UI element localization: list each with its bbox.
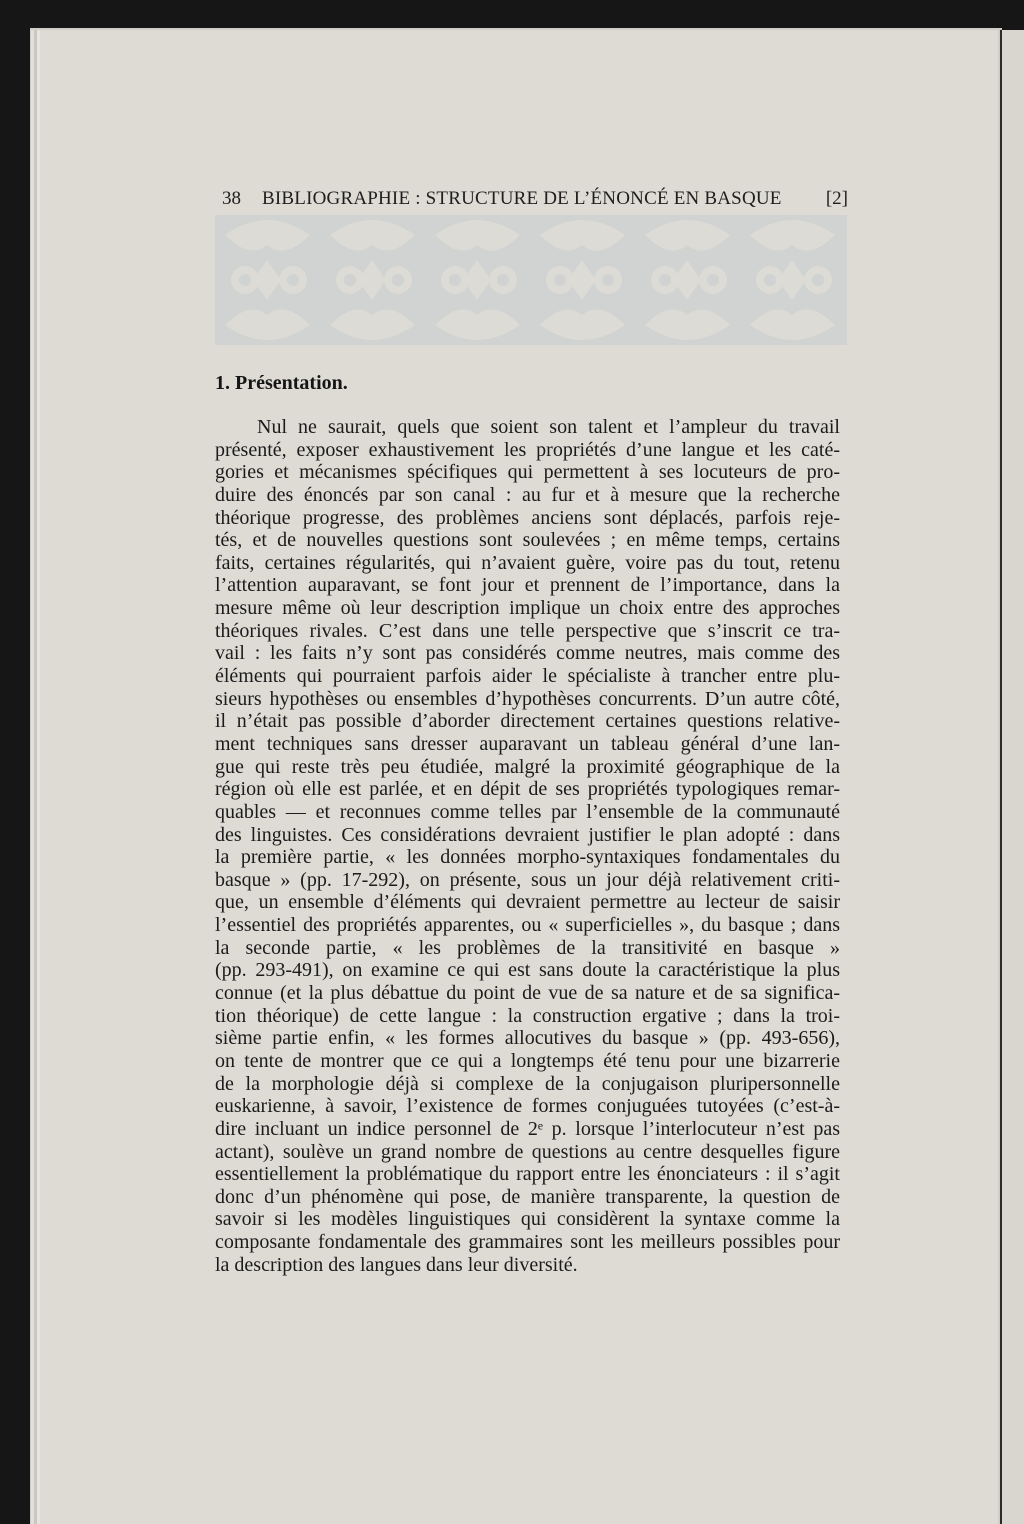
section-heading: 1. Présentation. [215, 372, 348, 394]
decorative-ornament-band [215, 215, 847, 345]
page-number: 38 [222, 188, 241, 209]
text-line: la seconde partie, « les problèmes de la transitivité en basque » [215, 936, 840, 959]
text-line: gories et mécanismes spécifiques qui permettent à ses locuteurs de pro- [215, 461, 840, 484]
text-line: vail : les faits n’y sont pas considérés comme neutres, mais comme des [215, 642, 840, 665]
text-line: tés, et de nouvelles questions sont soulevées ; en même temps, certains [215, 529, 840, 552]
text-line: euskarienne, à savoir, l’existence de formes conjuguées tutoyées (c’est-à- [215, 1095, 840, 1118]
body-paragraph [215, 416, 840, 1276]
text-line: région où elle est parlée, et en dépit de ses propriétés typologiques remar- [215, 778, 840, 801]
text-line: gue qui reste très peu étudiée, malgré la proximité géographique de la [215, 755, 840, 778]
text-line: (pp. 293-491), on examine ce qui est sans doute la caractéristique la plus [215, 959, 840, 982]
running-title: BIBLIOGRAPHIE : STRUCTURE DE L’ÉNONCÉ EN BASQUE [262, 188, 782, 209]
text-line: de la morphologie déjà si complexe de la conjugaison pluripersonnelle [215, 1072, 840, 1095]
text-line: donc d’un phénomène qui pose, de manière transparente, la question de [215, 1185, 840, 1208]
text-line: basque » (pp. 17-292), on présente, sous un jour déjà relativement criti- [215, 868, 840, 891]
text-line: sième partie enfin, « les formes allocutives du basque » (pp. 493-656), [215, 1027, 840, 1050]
text-line: la description des langues dans leur diversité. [215, 1253, 578, 1276]
text-line: faits, certaines régularités, qui n’avaient guère, voire pas du tout, retenu [215, 551, 840, 574]
text-line: Nul ne saurait, quels que soient son talent et l’ampleur du travail [257, 416, 840, 438]
text-line: présenté, exposer exhaustivement les propriétés d’une langue et les caté- [215, 438, 840, 461]
text-line: dire incluant un indice personnel de 2ᵉ p. lorsque l’interlocuteur n’est pas [215, 1117, 840, 1140]
text-line: éléments qui pourraient parfois aider le spécialiste à trancher entre plu- [215, 665, 840, 688]
text-line: l’attention auparavant, se font jour et prennent de l’importance, dans la [215, 574, 840, 597]
text-line: sieurs hypothèses ou ensembles d’hypothèses concurrents. D’un autre côté, [215, 687, 840, 710]
text-line: savoir si les modèles linguistiques qui considèrent la syntaxe comme la [215, 1208, 840, 1231]
running-header [222, 188, 848, 212]
text-line: duire des énoncés par son canal : au fur et à mesure que la recherche [215, 483, 840, 506]
text-line: tion théorique) de cette langue : la construction ergative ; dans la troi- [215, 1004, 840, 1027]
text-line: on tente de montrer que ce qui a longtemps été tenu pour une bizarrerie [215, 1049, 840, 1072]
text-line: connue (et la plus débattue du point de vue de sa nature et de sa significa- [215, 982, 840, 1005]
text-line: essentiellement la problématique du rapport entre les énonciateurs : il s’agit [215, 1163, 840, 1186]
text-line: des linguistes. Ces considérations devraient justifier le plan adopté : dans [215, 823, 840, 846]
text-line: théorique progresse, des problèmes anciens sont déplacés, parfois reje- [215, 506, 840, 529]
text-line: que, un ensemble d’éléments qui devraient permettre au lecteur de saisir [215, 891, 840, 914]
text-line: mesure même où leur description implique un choix entre des approches [215, 597, 840, 620]
text-line: il n’était pas possible d’aborder directement certaines questions relative- [215, 710, 840, 733]
section-reference: [2] [825, 188, 848, 209]
text-line: la première partie, « les données morpho-syntaxiques fondamentales du [215, 846, 840, 869]
text-line: quables — et reconnues comme telles par l’ensemble de la communauté [215, 800, 840, 823]
text-line: l’essentiel des propriétés apparentes, ou « superficielles », du basque ; dans [215, 914, 840, 937]
text-line: composante fondamentale des grammaires sont les meilleurs possibles pour [215, 1231, 840, 1254]
text-line: actant), soulève un grand nombre de questions au centre desquelles figure [215, 1140, 840, 1163]
facing-page-edge [1000, 30, 1024, 1524]
text-line: théoriques rivales. C’est dans une telle perspective que s’inscrit ce tra- [215, 619, 840, 642]
text-line: ment techniques sans dresser auparavant un tableau général d’une lan- [215, 732, 840, 755]
